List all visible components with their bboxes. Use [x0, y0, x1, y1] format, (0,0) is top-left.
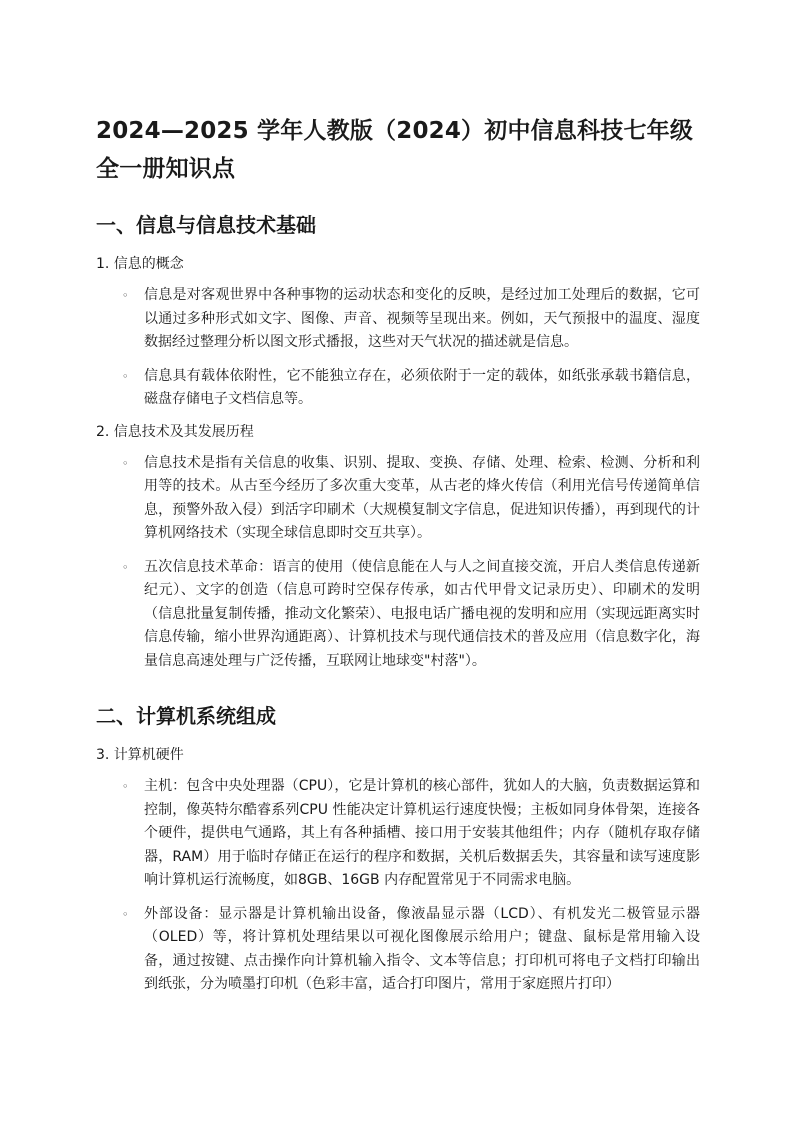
subsection-info-tech-history	[96, 422, 700, 674]
section-spacer	[96, 683, 700, 701]
bullet-icon: ◦	[122, 369, 129, 383]
bullet-icon: ◦	[122, 780, 129, 793]
bullet-icon: ◦	[122, 907, 129, 921]
list-item-text: 外部设备：显示器是计算机输出设备，像液晶显示器（LCD）、有机发光二极管显示器（OLED）等，将计算机处理结果以可视化图像展示给用户；键盘、鼠标是常用输入设备，通过按键、点击操作向计算机输入指令、文本等信息；打印机可将电子文档打印输出到纸张，分为喷墨打印机（色彩丰富，适合打印图片，常用于家庭照片打印）	[144, 905, 700, 992]
bullet-icon: ◦	[122, 456, 129, 470]
list-item	[96, 775, 700, 893]
list-item-text: 信息具有载体依附性，它不能独立存在，必须依附于一定的载体，如纸张承载书籍信息，磁盘存储电子文档信息等。	[144, 367, 700, 407]
list-item-text: 五次信息技术革命：语言的使用（使信息能在人与人之间直接交流，开启人类信息传递新纪元）、文字的创造（信息可跨时空保存传承，如古代甲骨文记录历史）、印刷术的发明（信息批量复制传播，推动文化繁荣）、电报电话广播电视的发明和应用（实现远距离实时信息传输，缩小世界沟通距离）、计算机技术与现代通信技术的普及应用（信息数字化，海量信息高速处理与广泛传播，互联网让地球变"村落"）。	[144, 558, 700, 669]
subsection-heading: 3. 计算机硬件	[96, 747, 184, 763]
section-computer-system	[96, 701, 700, 997]
document-page	[96, 112, 700, 1007]
list-item-text: 信息技术是指有关信息的收集、识别、提取、变换、存储、处理、检索、检测、分析和利用等的技术。从古至今经历了多次重大变革，从古老的烽火传信（利用光信号传递简单信息，预警外敌入侵）到活字印刷术（大规模复制文字信息，促进知识传播），再到现代的计算机网络技术（实现全球信息即时交互共享）。	[144, 454, 700, 541]
document-title: 2024—2025 学年人教版（2024）初中信息科技七年级全一册知识点	[96, 118, 694, 182]
list-item-text: 主机：包含中央处理器（CPU），它是计算机的核心部件，犹如人的大脑，负责数据运算和控制，像英特尔酷睿系列CPU 性能决定计算机运行速度快慢；主板如同身体骨架，连接各个硬件，提供电气通路，其上有各种插槽、接口用于安装其他组件；内存（随机存取存储器，RAM）用于临时存储正在运行的程序和数据，关机后数据丢失，其容量和读写速度影响计算机运行流畅度，如8GB、16GB 内存配置常见于不同需求电脑。	[144, 778, 700, 888]
bullet-icon: ◦	[122, 560, 129, 574]
subsection-heading: 1. 信息的概念	[96, 256, 184, 272]
list-item	[96, 452, 700, 546]
list-item-text: 信息是对客观世界中各种事物的运动状态和变化的反映，是经过加工处理后的数据，它可以通过多种形式如文字、图像、声音、视频等呈现出来。例如，天气预报中的温度、湿度数据经过整理分析以图文形式播报，这些对天气状况的描述就是信息。	[144, 287, 700, 350]
bullet-list	[96, 775, 700, 997]
section-info-basics	[96, 210, 700, 673]
list-item	[96, 556, 700, 674]
list-item	[96, 284, 700, 355]
subsection-heading: 2. 信息技术及其发展历程	[96, 423, 254, 440]
bullet-list	[96, 284, 700, 412]
list-item	[96, 365, 700, 412]
subsection-computer-hardware	[96, 745, 700, 997]
list-item	[96, 903, 700, 997]
section-heading: 二、计算机系统组成	[96, 704, 276, 728]
subsection-info-concept	[96, 254, 700, 412]
bullet-icon: ◦	[122, 289, 129, 302]
bullet-list	[96, 452, 700, 674]
section-heading: 一、信息与信息技术基础	[96, 213, 316, 237]
